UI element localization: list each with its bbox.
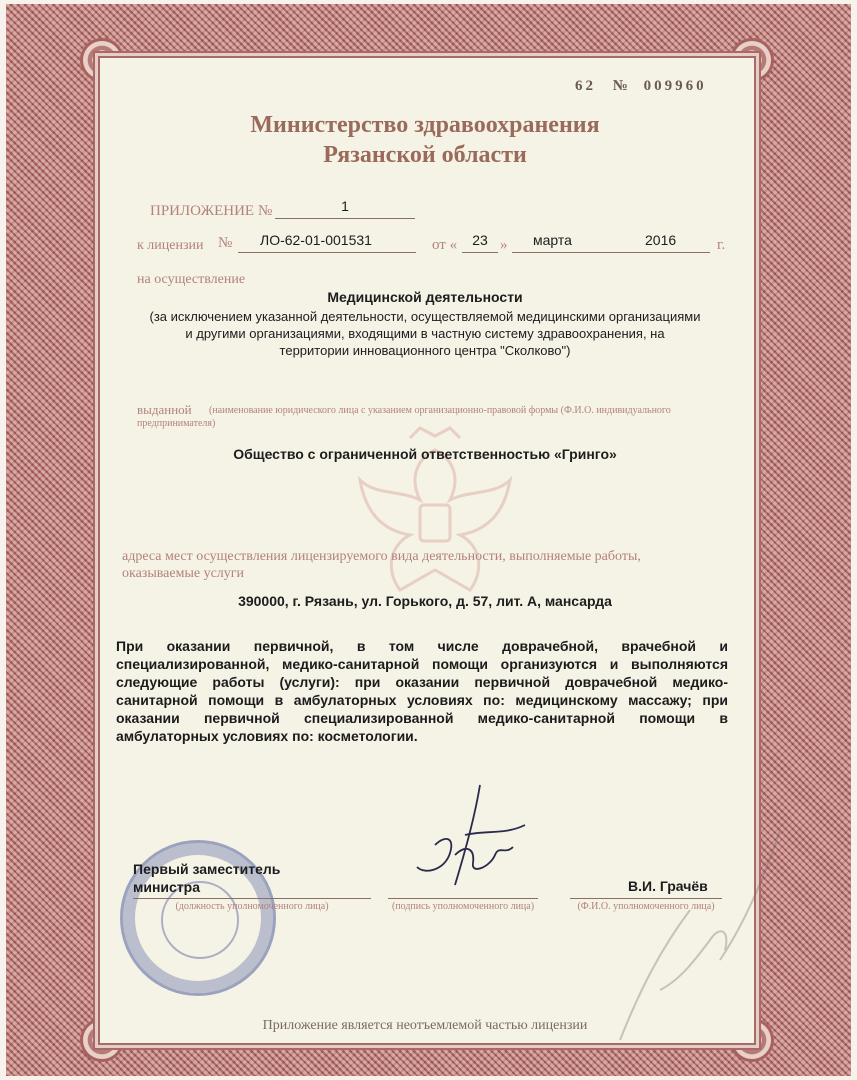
license-day-underline [462, 252, 498, 253]
signature-underline [388, 898, 538, 899]
ministry-title-line2: Рязанской области [323, 142, 527, 168]
signatory-position-line: Первый заместитель [133, 861, 281, 877]
issued-hint-line2: предпринимателя) [137, 418, 216, 429]
license-year: 2016 [645, 232, 677, 248]
license-day: 23 [472, 232, 488, 248]
license-month: марта [533, 232, 572, 248]
serial-number-sign: № [612, 78, 631, 94]
ministry-title-line1: Министерство здравоохранения [250, 112, 600, 138]
license-date-from-label: от « [432, 237, 458, 253]
license-label: к лицензии [137, 238, 204, 253]
license-number-sign: № [218, 235, 233, 251]
activity-title: Медицинской деятельности [327, 289, 523, 305]
handwritten-signature-icon [395, 775, 535, 905]
activity-note-line: территории инновационного центра "Сколково") [279, 343, 571, 358]
activity-note [100, 308, 750, 359]
activity-address: 390000, г. Рязань, ул. Горького, д. 57, лит. А, мансарда [238, 593, 612, 609]
address-label-line1: адреса мест осуществления лицензируемого вида деятельности, выполняемые работы, [122, 549, 641, 564]
signature-hint: (подпись уполномоченного лица) [391, 901, 535, 912]
annex-number-sign: № [258, 203, 273, 219]
position-underline [133, 898, 371, 899]
name-hint: (Ф.И.О. уполномоченного лица) [577, 901, 715, 912]
annex-number-underline [275, 218, 415, 219]
signatory-name: В.И. Грачёв [628, 878, 708, 894]
issued-label: выданной [137, 402, 192, 417]
license-date-underline [512, 252, 710, 253]
serial-number-value: 009960 [643, 78, 707, 94]
license-year-suffix: г. [717, 237, 726, 253]
services-description: При оказании первичной, в том числе доврачебной, врачебной и специализированной, медико-санитарной помощи организуются и выполняются следующие работы (услуги): при оказании первичной доврачебной медико-санитарной помощи в амбулаторных условиях по: медицинскому массажу; при оказании первичной специализированной медико-санитарной помощи в амбулаторных условиях по: косметологии. [116, 638, 728, 744]
license-day-close: » [500, 237, 508, 253]
signatory-position-line: министра [133, 879, 201, 895]
license-number: ЛО-62-01-001531 [260, 232, 372, 248]
address-label-line2: оказываемые услуги [122, 566, 245, 581]
activity-note-line: (за исключением указанной деятельности, осуществляемой медицинскими организациями [149, 309, 701, 324]
serial-series: 62 [575, 78, 596, 94]
position-hint: (должность уполномоченного лица) [175, 901, 329, 912]
activity-note-line: и другими организациями, входящими в частную систему здравоохранения, на [185, 326, 665, 341]
annex-number: 1 [341, 198, 349, 214]
signatory-position [133, 860, 280, 896]
activity-label: на осуществление [137, 272, 246, 287]
organization-name: Общество с ограниченной ответственностью «Гринго» [233, 446, 617, 462]
annex-label: ПРИЛОЖЕНИЕ [150, 203, 255, 219]
license-number-underline [238, 252, 416, 253]
issued-hint-line1: (наименование юридического лица с указанием организационно-правовой формы (Ф.И.О. индивидуального [209, 405, 671, 416]
footer-note: Приложение является неотъемлемой частью лицензии [262, 1018, 588, 1033]
serial-number [575, 78, 707, 95]
